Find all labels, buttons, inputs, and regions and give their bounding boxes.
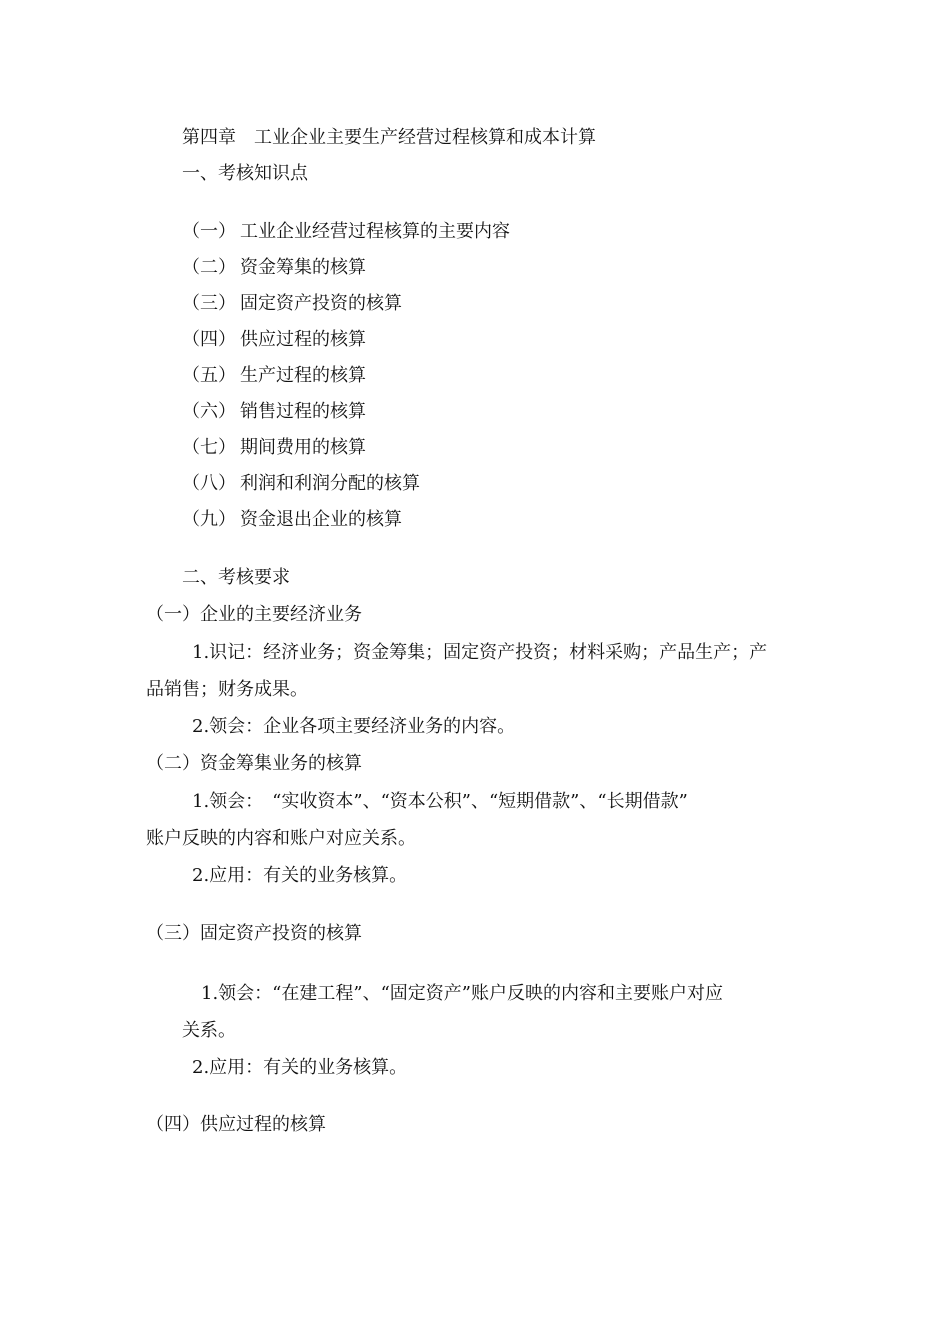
item-number: （四） <box>182 329 236 350</box>
item-number: （五） <box>182 365 236 386</box>
subsection-heading-fixed-asset: （三）固定资产投资的核算 <box>146 923 362 944</box>
paragraph-line: 关系。 <box>182 1020 236 1041</box>
list-item <box>182 364 366 388</box>
item-text: 销售过程的核算 <box>240 401 366 422</box>
list-item <box>182 328 366 352</box>
item-text: 固定资产投资的核算 <box>240 293 402 314</box>
item-text: 工业企业经营过程核算的主要内容 <box>240 221 510 242</box>
paragraph-line: 1.识记：经济业务；资金筹集；固定资产投资；材料采购；产品生产；产 <box>192 642 768 663</box>
item-number: （一） <box>182 221 236 242</box>
list-item <box>182 436 366 460</box>
subsection-heading-supply-process: （四）供应过程的核算 <box>146 1114 326 1135</box>
item-number: （九） <box>182 509 236 530</box>
paragraph-line: 1.领会： “实收资本”、“资本公积”、“短期借款”、“长期借款” <box>192 791 688 812</box>
paragraph-line: 1.领会：“在建工程”、“固定资产”账户反映的内容和主要账户对应 <box>201 983 723 1004</box>
paragraph-line: 品销售；财务成果。 <box>146 679 308 700</box>
item-text: 供应过程的核算 <box>240 329 366 350</box>
chapter-title: 第四章 工业企业主要生产经营过程核算和成本计算 <box>182 127 596 148</box>
section-heading-requirements: 二、考核要求 <box>182 567 290 588</box>
item-text: 资金筹集的核算 <box>240 257 366 278</box>
subsection-heading-economic-business: （一）企业的主要经济业务 <box>146 604 362 625</box>
list-item <box>182 400 366 424</box>
list-item <box>182 508 402 532</box>
item-text: 期间费用的核算 <box>240 437 366 458</box>
list-item <box>182 220 510 244</box>
paragraph-line: 2.领会：企业各项主要经济业务的内容。 <box>192 716 516 737</box>
item-text: 资金退出企业的核算 <box>240 509 402 530</box>
section-heading-knowledge-points: 一、考核知识点 <box>182 163 308 184</box>
item-number: （七） <box>182 437 236 458</box>
item-number: （六） <box>182 401 236 422</box>
list-item <box>182 472 420 496</box>
list-item <box>182 292 402 316</box>
paragraph-line: 账户反映的内容和账户对应关系。 <box>146 828 416 849</box>
item-text: 生产过程的核算 <box>240 365 366 386</box>
subsection-heading-fund-raising: （二）资金筹集业务的核算 <box>146 753 362 774</box>
paragraph-line: 2.应用：有关的业务核算。 <box>192 865 408 886</box>
list-item <box>182 256 366 280</box>
item-text: 利润和利润分配的核算 <box>240 473 420 494</box>
item-number: （二） <box>182 257 236 278</box>
item-number: （三） <box>182 293 236 314</box>
item-number: （八） <box>182 473 236 494</box>
paragraph-line: 2.应用：有关的业务核算。 <box>192 1057 408 1078</box>
